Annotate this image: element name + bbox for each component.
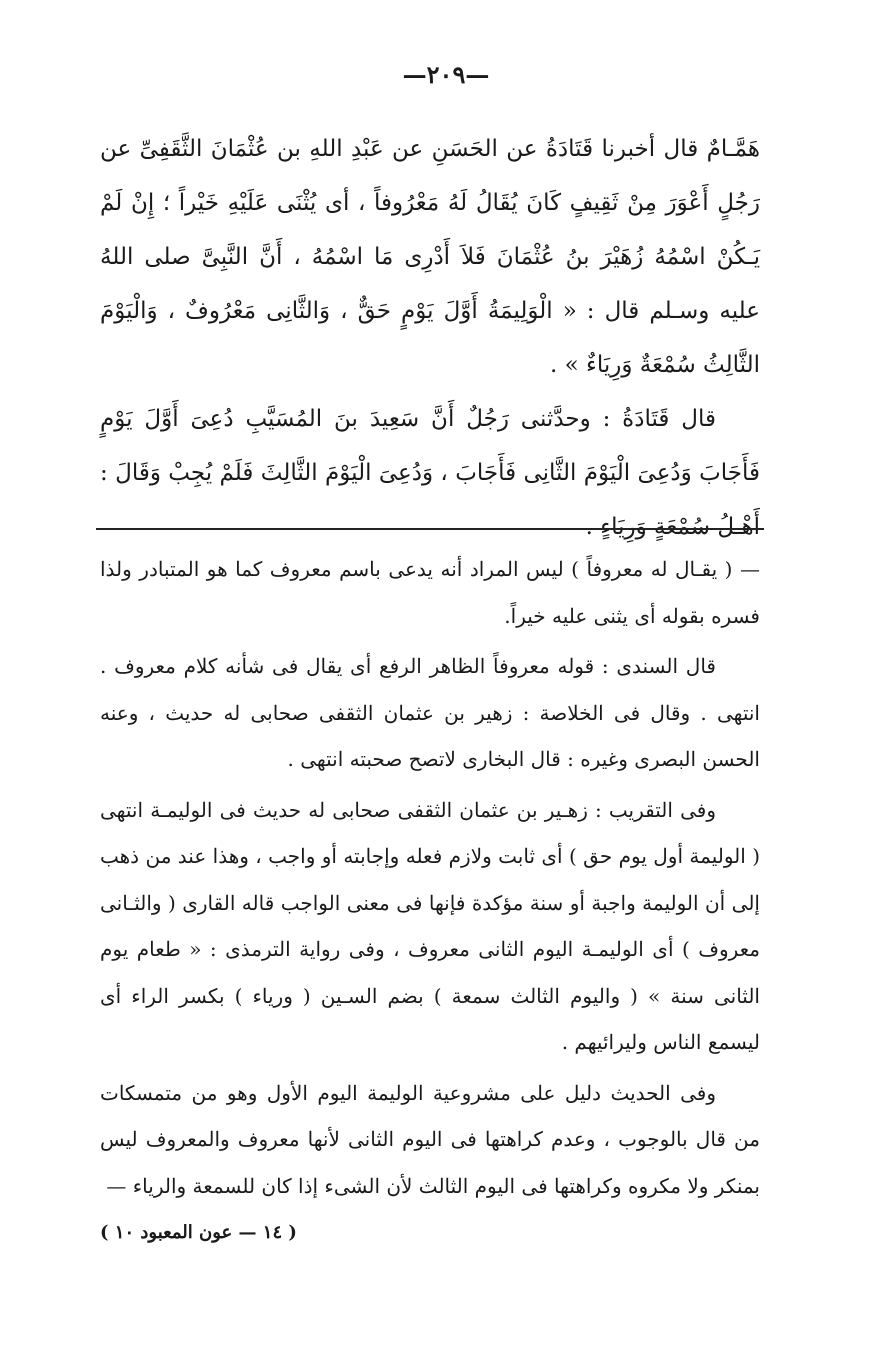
hadith-text [100, 122, 760, 554]
hadith-paragraph: قال قَتَادَةُ : وحدَّثنى رَجُلٌ أَنَّ سَعِيدَ بنَ المُسَيَّبِ دُعِىَ أَوَّلَ يَوْمٍ فَأَجَابَ وَدُعِىَ الْيَوْمَ الثَّانِى فَأَجَابَ ، وَدُعِىَ الْيَوْمَ الثَّالِثَ فَلَمْ يُجِبْ وَقَالَ : أَهْـلُ سُمْعَةٍ وَرِيَاءٍ . [100, 406, 760, 540]
commentary [100, 546, 760, 1213]
footnote-divider [96, 528, 764, 530]
commentary-paragraph: — ( يقـال له معروفاً ) ليس المراد أنه يدعى باسم معروف كما هو المتبادر ولذا فسره بقوله أى يثنى عليه خيراً. [100, 557, 760, 628]
page-number: —٢٠٩— [402, 60, 490, 89]
commentary-paragraph: قال السندى : قوله معروفاً الظاهر الرفع أى يقال فى شأنه كلام معروف . انتهى . وقال فى الخلاصة : زهير بن عثمان الثقفى صحابى له حديث ، وعنه الحسن البصرى وغيره : قال البخارى لاتصح صحبته انتهى . [100, 654, 760, 771]
printer-signature: ( ١٤ — عون المعبود ١٠ ) [100, 1222, 297, 1243]
commentary-paragraph: وفى الحديث دليل على مشروعية الوليمة اليوم الأول وهو من متمسكات من قال بالوجوب ، وعدم كراهتها فى اليوم الثانى لأنها معروف والمعروف ليس بمنكر ولا مكروه وكراهتها فى اليوم الثالث لأن الشىء إذا كان للسمعة والرياء — [100, 1080, 760, 1198]
hadith-paragraph: هَمَّـامٌ قال أخبرنا قَتَادَةُ عن الحَسَنِ عن عَبْدِ اللهِ بن عُثْمَانَ الثَّقَفِىِّ عن رَجُلٍ أَعْوَرَ مِنْ ثَقِيفٍ كَانَ يُقَالُ لَهُ مَعْرُوفاً ، أى يُثْنَى عَلَيْهِ خَيْراً ؛ إِنْ لَمْ يَـكُنْ اسْمُهُ زُهَيْرَ بنُ عُثْمَانَ فَلاَ أَدْرِى مَا اسْمُهُ ، أَنَّ النَّبِىَّ صلى اللهُ عليه وسـلم قال : « الْوَلِيمَةُ أَوَّلَ يَوْمٍ حَقٌّ ، وَالثَّانِى مَعْرُوفٌ ، وَالْيَوْمَ الثَّالِثُ سُمْعَةٌ وَرِيَاءٌ » . [100, 136, 760, 378]
commentary-paragraph: وفى التقريب : زهـير بن عثمان الثقفى صحابى له حديث فى الوليمـة انتهى ( الوليمة أول يوم حق ) أى ثابت ولازم فعله وإجابته أو واجب ، وهذا عند من ذهب إلى أن الوليمة واجبة أو سنة مؤكدة فإنها فى معنى الواجب قاله القارى ( والثـانى معروف ) أى الوليمـة اليوم الثانى معروف ، وفى رواية الترمذى : « طعام يوم الثانى سنة » ( واليوم الثالث سمعة ) بضم السـين ( ورياء ) بكسر الراء أى ليسمع الناس وليرائيهم . [100, 797, 760, 1054]
